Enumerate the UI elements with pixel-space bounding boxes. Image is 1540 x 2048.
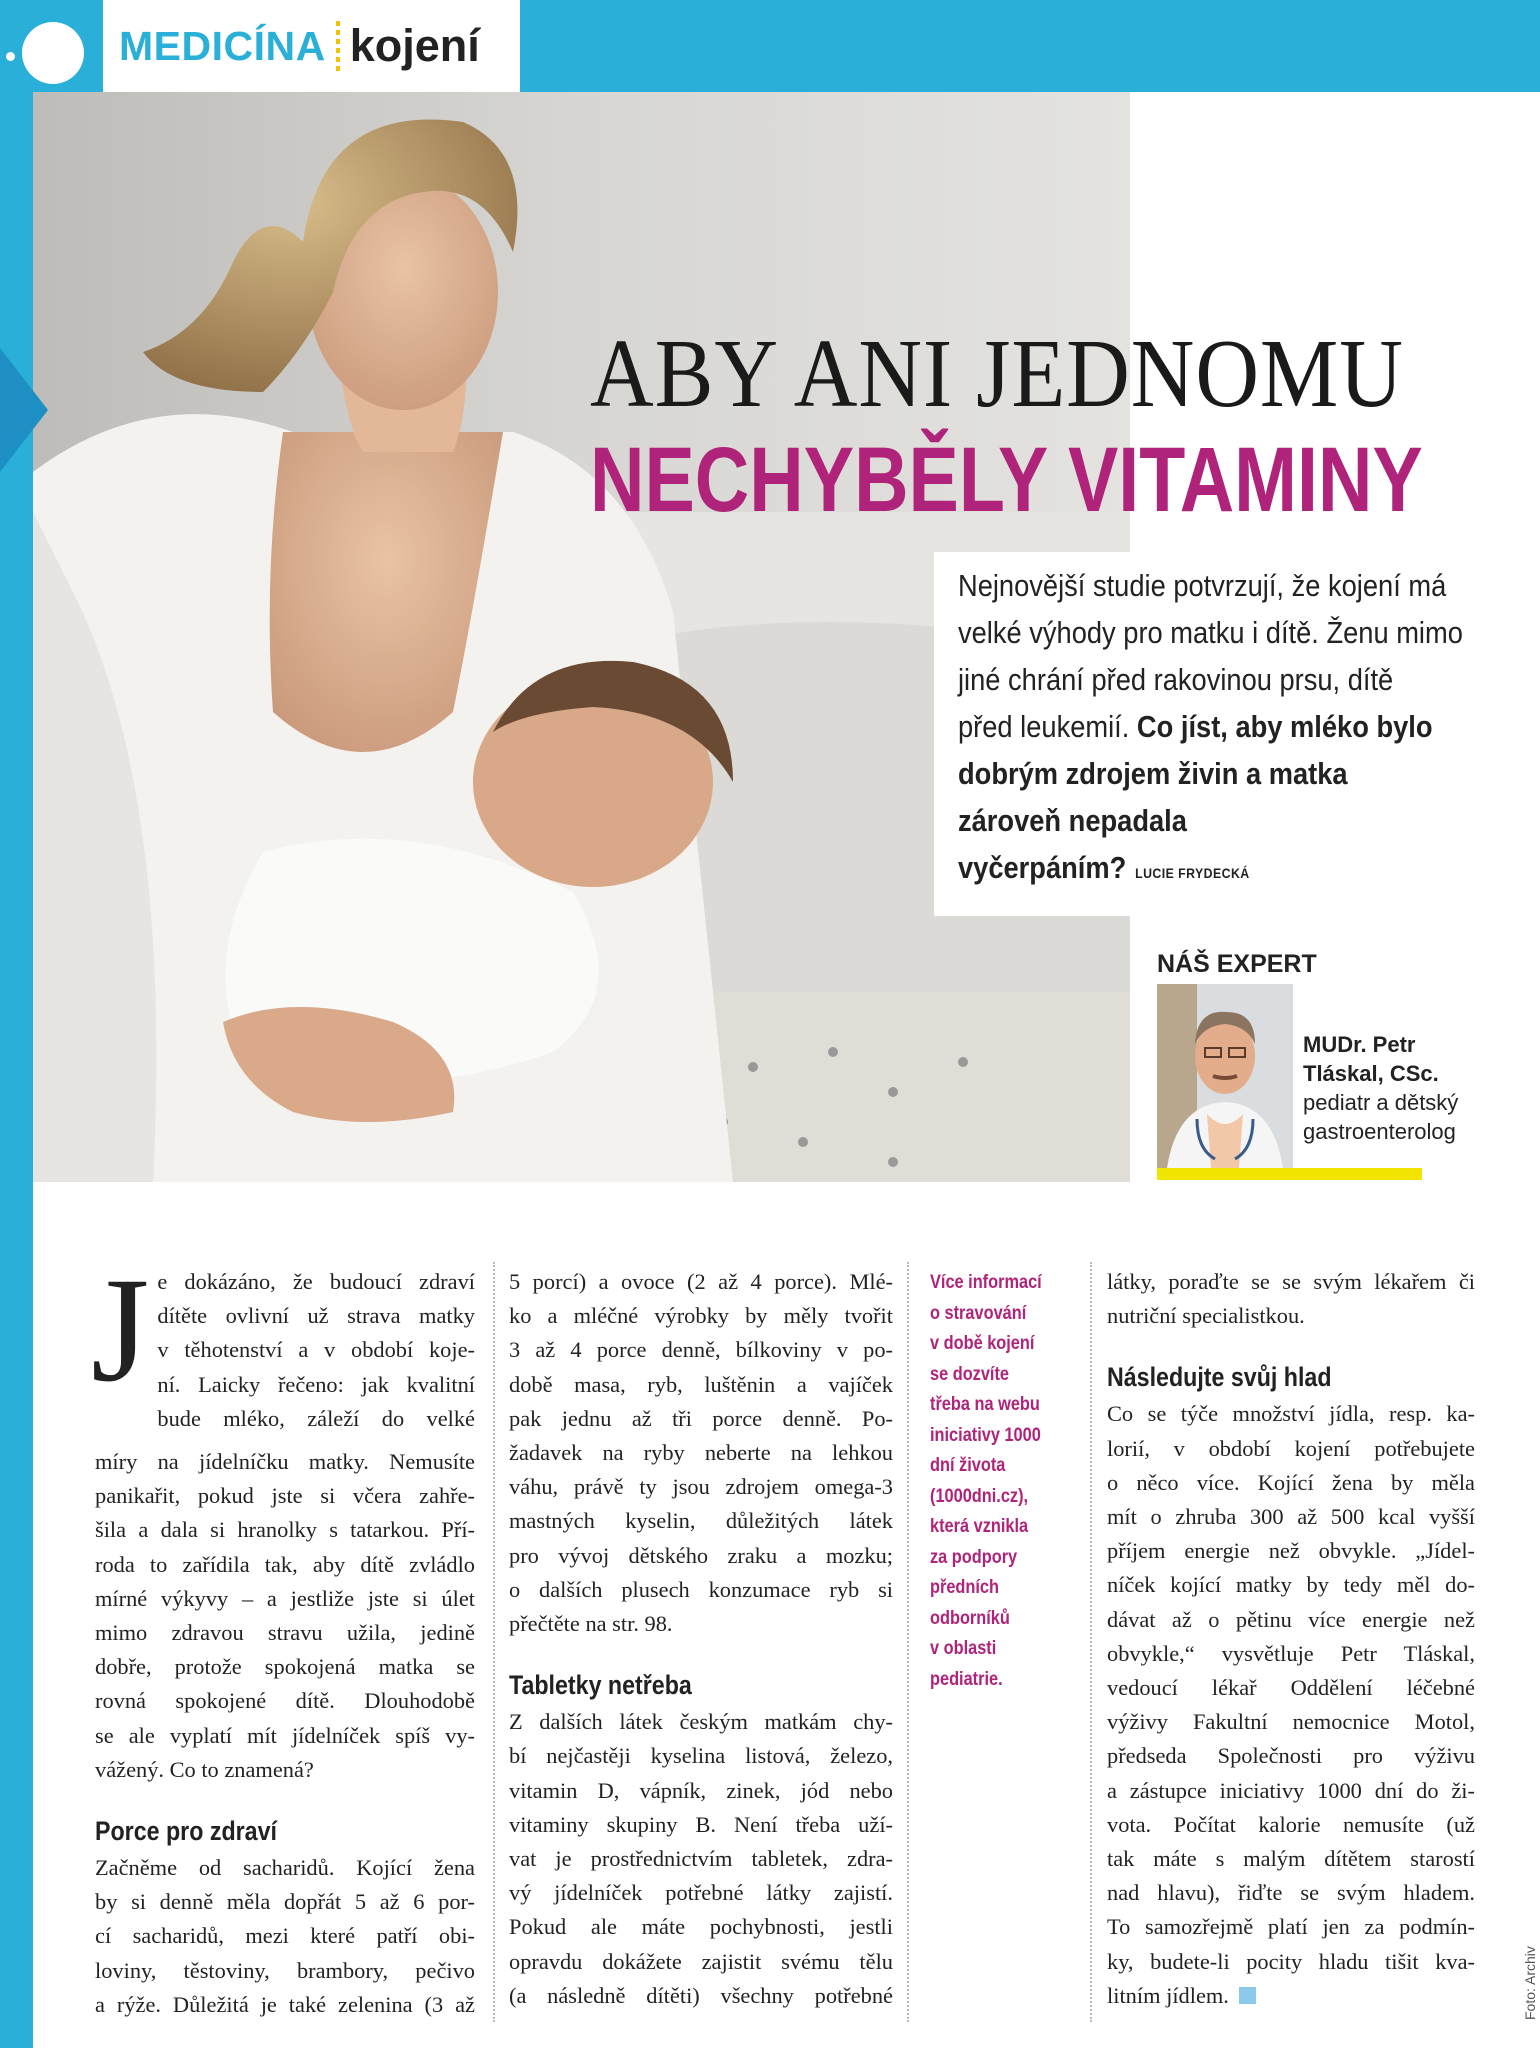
decorative-dot-large [22, 22, 84, 84]
sidebar-line: o stravování [930, 1302, 1027, 1324]
sidebar-info-note [930, 1268, 1080, 1695]
text-line: se ale vyplatí mít jídelníček spíš vy- [95, 1722, 475, 1748]
lead-paragraph [934, 552, 1463, 916]
text-line: v těhotenství a v období koje- [157, 1337, 475, 1363]
section-category: MEDICÍNA [119, 22, 326, 69]
text-line: vážený. Co to znamená? [95, 1756, 314, 1782]
text-line: vat je prostřednictvím tabletek, zdra- [509, 1846, 893, 1872]
lead-question: zároveň nepadala [958, 803, 1187, 838]
subheading-tabletky: Tabletky netřeba [509, 1670, 692, 1701]
text-line: Z dalších látek českým matkám chy- [509, 1709, 893, 1735]
text-line: tak máte s malým dítětem starostí [1107, 1846, 1475, 1872]
sidebar-line: odborníků [930, 1607, 1010, 1629]
text-line: pro vývoj dětského zraku a mozku; [509, 1542, 893, 1568]
text-line: níček kojící matky by tedy měl do- [1107, 1572, 1475, 1598]
text-line: pak jednu až tři porce denně. Po- [509, 1405, 893, 1431]
sidebar-line: předních [930, 1577, 1000, 1598]
text-line: by si denně měla dopřát 5 až 6 por- [95, 1889, 475, 1915]
text-line: váhu, právě ty jsou zdrojem omega-3 [509, 1474, 893, 1500]
text-line: vý jídelníček potřebné látky zajistí. [509, 1880, 893, 1906]
text-line: míry na jídelníčku matky. Nemusíte [95, 1449, 475, 1474]
expert-role-line: pediatr a dětský [1303, 1090, 1459, 1115]
lead-question: dobrým zdrojem živin a matka [958, 756, 1348, 791]
lead-line [958, 750, 1348, 797]
lead-line [958, 797, 1345, 844]
text-line: 3 až 4 porce denně, bílkoviny v po- [509, 1337, 893, 1363]
text-line-final [1107, 1979, 1475, 2013]
text-line: Co se týče množství jídla, resp. ka- [1107, 1401, 1475, 1427]
text-line: e dokázáno, že budoucí zdraví [157, 1269, 475, 1294]
expert-portrait [1157, 984, 1293, 1168]
sidebar-line: se dozvíte [930, 1363, 1010, 1385]
text-line: vota. Počítat kalorie nemusíte (už [1107, 1811, 1475, 1837]
article-column-1 [91, 1247, 475, 2022]
text-line: výživy Fakultní nemocnice Motol, [1107, 1709, 1475, 1735]
section-separator [336, 21, 340, 71]
text-line: Začněme od sacharidů. Kojící žena [95, 1855, 475, 1881]
article-column-2 [509, 1265, 893, 2013]
text-line: a rýže. Důležitá je také zelenina (3 až [95, 1991, 475, 2017]
text-line: přečtěte na str. 98. [509, 1611, 673, 1637]
text-line: mírné výkyvy – a jestliže jste si úlet [95, 1585, 475, 1611]
section-topic: kojení [349, 20, 480, 71]
text-line: bí nejčastěji kyselina listová, železo, [509, 1743, 893, 1769]
text-line: ko a mléčné výrobky by měly tvořit [509, 1303, 893, 1329]
lead-line [958, 844, 1345, 897]
text-line: ky, budete-li pocity hladu tišit kva- [1107, 1948, 1475, 1974]
text-line: 5 porcí) a ovoce (2 až 4 porce). Mlé- [509, 1269, 893, 1294]
text-line: opravdu dokážete zajistit svému tělu [509, 1948, 893, 1974]
text-line: látky, poraďte se se svým lékařem či [1107, 1269, 1475, 1294]
sidebar-line: v době kojení [930, 1333, 1035, 1354]
lead-line: velké výhody pro matku i dítě. Ženu mimo [958, 615, 1463, 650]
lead-line: Nejnovější studie potvrzují, že kojení má [958, 568, 1447, 603]
headline-line-2: NECHYBĚLY VITAMINY [590, 429, 1423, 531]
text-line: To samozřejmě platí jen za podmín- [1107, 1914, 1475, 1940]
subheading-hlad: Následujte svůj hlad [1107, 1362, 1332, 1393]
left-color-strip [0, 0, 33, 2048]
sidebar-line: v oblasti [930, 1638, 997, 1659]
lead-question: Co jíst, aby mléko bylo [1136, 709, 1433, 744]
text-line: a zástupce iniciativy 1000 dní do ži- [1107, 1777, 1475, 1803]
sidebar-line: třeba na webu [930, 1394, 1040, 1415]
text-line: obvykle,“ vysvětluje Petr Tláskal, [1107, 1640, 1475, 1666]
photo-credit: Foto: Archiv [1522, 1946, 1538, 2020]
sidebar-line: dní života [930, 1455, 1006, 1476]
text-line: loviny, těstoviny, brambory, pečivo [95, 1957, 475, 1983]
drop-cap: J [91, 1247, 150, 1413]
text-line: vitamin D, vápník, zinek, jód nebo [509, 1777, 893, 1803]
text-line: příjem energie než obvykle. „Jídel- [1107, 1538, 1475, 1564]
sidebar-line: za podpory [930, 1546, 1018, 1568]
text-line: nad hlavu), řiďte se svým hladem. [1107, 1880, 1475, 1906]
sidebar-line: která vznikla [930, 1516, 1029, 1537]
expert-role-line: gastroenterolog [1303, 1119, 1456, 1144]
column-rule [907, 1262, 909, 2022]
subheading-porce: Porce pro zdraví [95, 1816, 277, 1847]
text-line: rovná spokojené dítě. Dlouhodobě [95, 1688, 475, 1714]
text-line: bude mléko, záleží do velké [157, 1405, 475, 1431]
left-arrow-marker [0, 348, 48, 472]
text-line: dítěte ovlivní už strava matky [157, 1303, 475, 1329]
lead-text: před leukemií. [958, 709, 1137, 744]
column-rule [493, 1262, 495, 2022]
text-line: vedoucí lékař Oddělení léčebné [1107, 1675, 1475, 1701]
expert-name-line: Tláskal, CSc. [1303, 1061, 1439, 1086]
text-line: cí sacharidů, mezi které patří obi- [95, 1923, 475, 1949]
sidebar-line: iniciativy 1000 [930, 1424, 1041, 1446]
author-byline: LUCIE FRYDECKÁ [1135, 865, 1250, 881]
article-column-4 [1107, 1265, 1475, 2013]
text-line: mimo zdravou stravu užila, jedině [95, 1620, 475, 1646]
text-line: nutriční specialistkou. [1107, 1303, 1305, 1329]
sidebar-line: pediatrie. [930, 1668, 1003, 1690]
text-line: Pokud ale máte pochybnosti, jestli [509, 1914, 893, 1940]
text-line: (a následně dítěti) všechny potřebné [509, 1982, 893, 2008]
text-line: šila a dala si hranolky s tatarkou. Pří- [95, 1517, 475, 1543]
sidebar-line: (1000dni.cz), [930, 1485, 1029, 1507]
text-line: ní. Laicky řečeno: jak kvalitní [157, 1371, 475, 1397]
text-line: dobře, protože spokojená matka se [95, 1654, 475, 1680]
text-line: mít o zhruba 300 až 500 kcal vyšší [1107, 1504, 1475, 1530]
text-line: roda to zařídila tak, aby dítě zvládlo [95, 1551, 475, 1577]
expert-underline-bar [1157, 1168, 1422, 1180]
text-line: litním jídlem. [1107, 1982, 1229, 2008]
intro-indented [95, 1265, 475, 1436]
text-line: lorií, v období kojení potřebujete [1107, 1435, 1475, 1461]
text-line: mastných kyselin, důležitých látek [509, 1508, 893, 1534]
expert-title: NÁŠ EXPERT [1157, 950, 1317, 978]
expert-portrait-illustration [1157, 984, 1293, 1168]
section-badge [103, 0, 520, 92]
decorative-dot-small [6, 52, 15, 61]
text-line: o dalších plusech konzumace ryb si [509, 1576, 893, 1602]
text-line: žadavek na ryby neberte na lehkou [509, 1440, 893, 1466]
lead-line-mixed [958, 703, 1433, 750]
expert-caption [1303, 1030, 1503, 1146]
text-line: předseda Společnosti pro výživu [1107, 1743, 1475, 1769]
column-rule [1090, 1262, 1092, 2022]
text-line: dávat až o pětinu více energie než [1107, 1606, 1475, 1632]
headline-line-1: ABY ANI JEDNOMU [590, 320, 1404, 428]
expert-name-line: MUDr. Petr [1303, 1032, 1416, 1057]
text-line: vitaminy skupiny B. Není třeba uží- [509, 1811, 893, 1837]
lead-line: jiné chrání před rakovinou prsu, dítě [958, 662, 1394, 697]
lead-question: vyčerpáním? [958, 850, 1127, 885]
text-line: o něco více. Kojící žena by měla [1107, 1469, 1475, 1495]
text-line: době masa, ryb, luštěnin a vajíček [509, 1371, 893, 1397]
sidebar-line: Více informací [930, 1272, 1042, 1293]
end-of-article-square-icon [1239, 1987, 1256, 2004]
text-line: panikařit, pokud jste si včera zahře- [95, 1483, 475, 1509]
